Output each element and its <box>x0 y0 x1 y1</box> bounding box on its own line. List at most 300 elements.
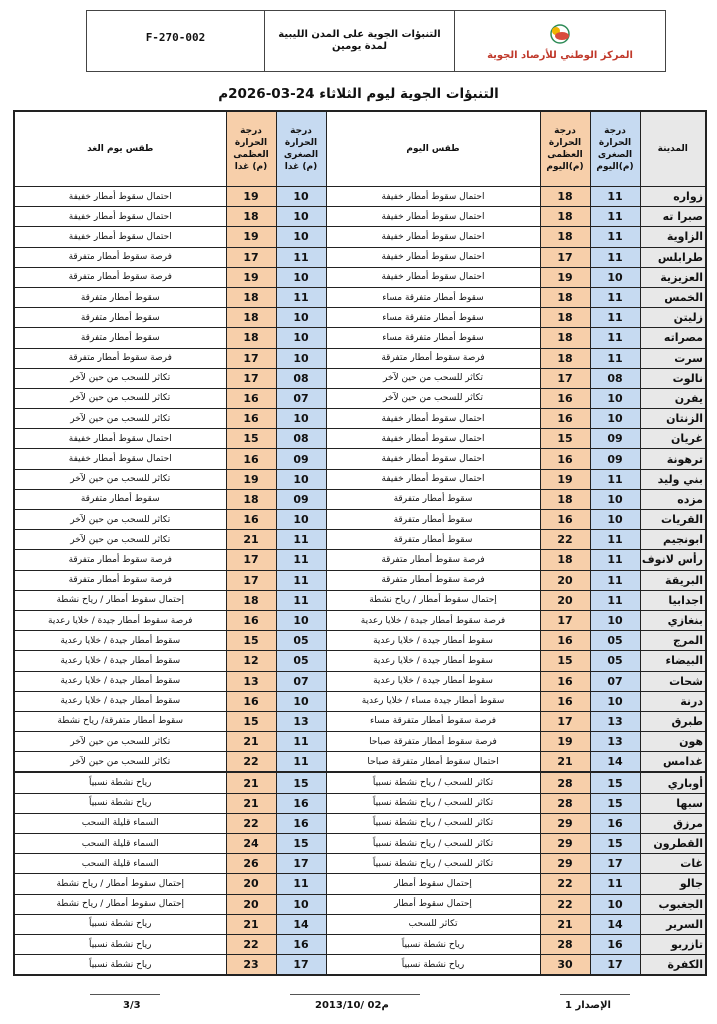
organization-name: المركز الوطني للأرصاد الجوية <box>487 49 633 61</box>
min-tomorrow-cell: 10 <box>276 207 326 227</box>
city-cell: طبرق <box>640 711 706 731</box>
min-tomorrow-cell: 15 <box>276 834 326 854</box>
weather-today-cell: احتمال سقوط أمطار خفيفة <box>326 267 540 287</box>
city-cell: زواره <box>640 187 706 207</box>
max-today-cell: 16 <box>540 691 590 711</box>
col-max-today-header: درجة الحرارة العظمى (م)اليوم <box>540 111 590 187</box>
min-today-cell: 11 <box>590 530 640 550</box>
city-cell: ترهونة <box>640 449 706 469</box>
weather-logo-icon <box>542 22 578 46</box>
min-tomorrow-cell: 09 <box>276 449 326 469</box>
max-tomorrow-cell: 17 <box>226 348 276 368</box>
weather-today-cell: رياح نشطة نسبياً <box>326 934 540 954</box>
city-cell: رأس لانوف <box>640 550 706 570</box>
min-today-cell: 11 <box>590 469 640 489</box>
max-tomorrow-cell: 19 <box>226 267 276 287</box>
city-cell: اجدابيا <box>640 590 706 610</box>
forecast-table <box>13 110 707 976</box>
min-tomorrow-cell: 11 <box>276 530 326 550</box>
col-max-tomorrow-header: درجة الحرارة العظمى (م) غدا <box>226 111 276 187</box>
max-today-cell: 22 <box>540 530 590 550</box>
city-cell: تازربو <box>640 934 706 954</box>
min-today-cell: 15 <box>590 772 640 793</box>
max-tomorrow-cell: 18 <box>226 328 276 348</box>
city-cell: سبها <box>640 793 706 813</box>
city-cell: سرت <box>640 348 706 368</box>
weather-today-cell: تكاثر للسحب من حين لآخر <box>326 368 540 388</box>
city-cell: العزيزية <box>640 267 706 287</box>
min-today-cell: 13 <box>590 711 640 731</box>
table-row <box>14 955 706 976</box>
max-tomorrow-cell: 19 <box>226 227 276 247</box>
table-row <box>14 469 706 489</box>
city-cell: يفرن <box>640 388 706 408</box>
max-today-cell: 28 <box>540 934 590 954</box>
max-today-cell: 19 <box>540 469 590 489</box>
weather-tomorrow-cell: تكاثر للسحب من حين لآخر <box>14 752 226 773</box>
max-tomorrow-cell: 21 <box>226 732 276 752</box>
min-today-cell: 10 <box>590 510 640 530</box>
max-today-cell: 16 <box>540 631 590 651</box>
city-cell: البريقة <box>640 570 706 590</box>
table-row <box>14 793 706 813</box>
min-tomorrow-cell: 10 <box>276 308 326 328</box>
weather-tomorrow-cell: سقوط أمطار متفرقة <box>14 489 226 509</box>
table-row <box>14 267 706 287</box>
table-row <box>14 874 706 894</box>
max-tomorrow-cell: 12 <box>226 651 276 671</box>
min-today-cell: 11 <box>590 227 640 247</box>
max-today-cell: 18 <box>540 287 590 307</box>
max-tomorrow-cell: 15 <box>226 429 276 449</box>
city-cell: بني وليد <box>640 469 706 489</box>
weather-today-cell: سقوط أمطار متفرقة مساء <box>326 328 540 348</box>
table-row <box>14 227 706 247</box>
max-tomorrow-cell: 17 <box>226 570 276 590</box>
table-row <box>14 732 706 752</box>
weather-tomorrow-cell: سقوط أمطار جيدة / خلايا رعدية <box>14 651 226 671</box>
max-today-cell: 17 <box>540 368 590 388</box>
weather-today-cell: سقوط أمطار جيدة / خلايا رعدية <box>326 631 540 651</box>
col-min-today-header: درجة الحرارة الصغرى (م)اليوم <box>590 111 640 187</box>
city-cell: غدامس <box>640 752 706 773</box>
weather-today-cell: احتمال سقوط أمطار خفيفة <box>326 207 540 227</box>
min-today-cell: 16 <box>590 813 640 833</box>
max-tomorrow-cell: 17 <box>226 368 276 388</box>
min-tomorrow-cell: 11 <box>276 590 326 610</box>
table-row <box>14 894 706 914</box>
max-today-cell: 30 <box>540 955 590 976</box>
min-tomorrow-cell: 08 <box>276 368 326 388</box>
weather-tomorrow-cell: تكاثر للسحب من حين لآخر <box>14 409 226 429</box>
city-cell: الخمس <box>640 287 706 307</box>
city-cell: أوباري <box>640 772 706 793</box>
city-cell: القطرون <box>640 834 706 854</box>
weather-tomorrow-cell: سقوط أمطار متفرقة <box>14 308 226 328</box>
max-today-cell: 15 <box>540 429 590 449</box>
min-today-cell: 08 <box>590 368 640 388</box>
header-title-line2: لمدة يومين <box>332 41 387 52</box>
table-row <box>14 510 706 530</box>
weather-tomorrow-cell: تكاثر للسحب من حين لآخر <box>14 368 226 388</box>
min-tomorrow-cell: 10 <box>276 469 326 489</box>
weather-today-cell: فرصة سقوط أمطار متفرقة <box>326 570 540 590</box>
max-today-cell: 18 <box>540 550 590 570</box>
min-today-cell: 09 <box>590 449 640 469</box>
city-cell: غريان <box>640 429 706 449</box>
weather-tomorrow-cell: سقوط أمطار جيدة / خلايا رعدية <box>14 671 226 691</box>
min-tomorrow-cell: 10 <box>276 187 326 207</box>
min-today-cell: 15 <box>590 834 640 854</box>
weather-tomorrow-cell: رياح نشطة نسبياً <box>14 793 226 813</box>
table-row <box>14 348 706 368</box>
weather-today-cell: سقوط أمطار جيدة / خلايا رعدية <box>326 671 540 691</box>
table-row <box>14 287 706 307</box>
max-tomorrow-cell: 21 <box>226 914 276 934</box>
max-tomorrow-cell: 16 <box>226 610 276 630</box>
max-tomorrow-cell: 21 <box>226 530 276 550</box>
table-row <box>14 711 706 731</box>
min-tomorrow-cell: 13 <box>276 711 326 731</box>
min-today-cell: 15 <box>590 793 640 813</box>
max-today-cell: 22 <box>540 894 590 914</box>
header-title-line1: التنبؤات الجوية على المدن الليبية <box>278 29 441 40</box>
max-tomorrow-cell: 24 <box>226 834 276 854</box>
weather-today-cell: تكاثر للسحب من حين لآخر <box>326 388 540 408</box>
max-tomorrow-cell: 17 <box>226 247 276 267</box>
max-tomorrow-cell: 18 <box>226 590 276 610</box>
max-tomorrow-cell: 22 <box>226 934 276 954</box>
max-today-cell: 18 <box>540 489 590 509</box>
max-today-cell: 21 <box>540 752 590 773</box>
max-today-cell: 22 <box>540 874 590 894</box>
weather-tomorrow-cell: سقوط أمطار متفرقة <box>14 328 226 348</box>
header-title <box>265 11 455 71</box>
max-today-cell: 20 <box>540 590 590 610</box>
city-cell: مصراته <box>640 328 706 348</box>
table-row <box>14 834 706 854</box>
city-cell: البيضاء <box>640 651 706 671</box>
city-cell: صبرا ته <box>640 207 706 227</box>
weather-today-cell: سقوط أمطار جيدة مساء / خلايا رعدية <box>326 691 540 711</box>
min-tomorrow-cell: 10 <box>276 894 326 914</box>
col-min-tomorrow-header: درجة الحرارة الصغرى (م) غدا <box>276 111 326 187</box>
max-today-cell: 29 <box>540 854 590 874</box>
min-today-cell: 10 <box>590 388 640 408</box>
min-tomorrow-cell: 16 <box>276 934 326 954</box>
table-row <box>14 631 706 651</box>
weather-tomorrow-cell: رياح نشطة نسبياً <box>14 914 226 934</box>
max-today-cell: 18 <box>540 207 590 227</box>
weather-today-cell: تكاثر للسحب / رياح نشطة نسبياً <box>326 772 540 793</box>
weather-today-cell: احتمال سقوط أمطار خفيفة <box>326 409 540 429</box>
max-tomorrow-cell: 26 <box>226 854 276 874</box>
min-tomorrow-cell: 11 <box>276 874 326 894</box>
min-today-cell: 10 <box>590 691 640 711</box>
weather-tomorrow-cell: فرصة سقوط أمطار متفرقة <box>14 550 226 570</box>
min-tomorrow-cell: 09 <box>276 489 326 509</box>
weather-tomorrow-cell: فرصة سقوط أمطار جيدة / خلايا رعدية <box>14 610 226 630</box>
city-cell: طرابلس <box>640 247 706 267</box>
min-today-cell: 10 <box>590 409 640 429</box>
weather-tomorrow-cell: سقوط أمطار جيدة / خلايا رعدية <box>14 631 226 651</box>
max-today-cell: 17 <box>540 711 590 731</box>
min-tomorrow-cell: 10 <box>276 691 326 711</box>
weather-tomorrow-cell: تكاثر للسحب من حين لآخر <box>14 510 226 530</box>
max-today-cell: 16 <box>540 409 590 429</box>
col-city-header: المدينة <box>640 111 706 187</box>
max-tomorrow-cell: 16 <box>226 409 276 429</box>
table-row <box>14 772 706 793</box>
table-header-row <box>14 111 706 187</box>
min-tomorrow-cell: 11 <box>276 550 326 570</box>
min-today-cell: 17 <box>590 955 640 976</box>
weather-tomorrow-cell: إحتمال سقوط أمطار / رياح نشطة <box>14 874 226 894</box>
max-tomorrow-cell: 22 <box>226 813 276 833</box>
city-cell: الجغبوب <box>640 894 706 914</box>
weather-today-cell: سقوط أمطار متفرقة مساء <box>326 308 540 328</box>
min-tomorrow-cell: 05 <box>276 631 326 651</box>
max-today-cell: 18 <box>540 308 590 328</box>
weather-today-cell: رياح نشطة نسبياً <box>326 955 540 976</box>
max-today-cell: 18 <box>540 328 590 348</box>
weather-tomorrow-cell: إحتمال سقوط أمطار / رياح نشطة <box>14 894 226 914</box>
max-today-cell: 29 <box>540 813 590 833</box>
weather-today-cell: فرصة سقوط أمطار متفرقة <box>326 550 540 570</box>
max-tomorrow-cell: 17 <box>226 550 276 570</box>
city-cell: مرزق <box>640 813 706 833</box>
weather-tomorrow-cell: فرصة سقوط أمطار متفرقة <box>14 267 226 287</box>
max-today-cell: 18 <box>540 187 590 207</box>
max-today-cell: 17 <box>540 610 590 630</box>
weather-today-cell: تكاثر للسحب / رياح نشطة نسبياً <box>326 834 540 854</box>
table-row <box>14 187 706 207</box>
max-today-cell: 16 <box>540 671 590 691</box>
table-row <box>14 247 706 267</box>
max-today-cell: 18 <box>540 348 590 368</box>
weather-today-cell: إحتمال سقوط أمطار / رياح نشطة <box>326 590 540 610</box>
max-today-cell: 17 <box>540 247 590 267</box>
city-cell: زليتن <box>640 308 706 328</box>
document-header <box>86 10 666 72</box>
city-cell: السرير <box>640 914 706 934</box>
weather-tomorrow-cell: فرصة سقوط أمطار متفرقة <box>14 247 226 267</box>
table-row <box>14 752 706 773</box>
table-row <box>14 570 706 590</box>
table-row <box>14 328 706 348</box>
weather-tomorrow-cell: احتمال سقوط أمطار خفيفة <box>14 449 226 469</box>
weather-today-cell: احتمال سقوط أمطار خفيفة <box>326 187 540 207</box>
min-tomorrow-cell: 10 <box>276 409 326 429</box>
table-row <box>14 550 706 570</box>
footer-edition: الإصدار 1 <box>565 1000 611 1011</box>
max-today-cell: 19 <box>540 732 590 752</box>
weather-today-cell: سقوط أمطار متفرقة <box>326 530 540 550</box>
min-tomorrow-cell: 16 <box>276 793 326 813</box>
max-tomorrow-cell: 16 <box>226 388 276 408</box>
weather-tomorrow-cell: احتمال سقوط أمطار خفيفة <box>14 429 226 449</box>
table-row <box>14 429 706 449</box>
min-tomorrow-cell: 11 <box>276 570 326 590</box>
forecast-rows <box>14 187 706 976</box>
min-tomorrow-cell: 10 <box>276 328 326 348</box>
min-today-cell: 16 <box>590 934 640 954</box>
weather-tomorrow-cell: سقوط أمطار متفرقة/ رياح نشطة <box>14 711 226 731</box>
table-row <box>14 934 706 954</box>
col-weather-today-header: طقس اليوم <box>326 111 540 187</box>
max-tomorrow-cell: 22 <box>226 752 276 773</box>
min-today-cell: 11 <box>590 348 640 368</box>
max-today-cell: 19 <box>540 267 590 287</box>
weather-today-cell: إحتمال سقوط أمطار <box>326 874 540 894</box>
min-tomorrow-cell: 08 <box>276 429 326 449</box>
weather-today-cell: تكاثر للسحب <box>326 914 540 934</box>
weather-today-cell: فرصة سقوط أمطار متفرقة <box>326 348 540 368</box>
weather-today-cell: احتمال سقوط أمطار خفيفة <box>326 469 540 489</box>
city-cell: الزاوية <box>640 227 706 247</box>
max-today-cell: 28 <box>540 772 590 793</box>
weather-today-cell: احتمال سقوط أمطار خفيفة <box>326 227 540 247</box>
min-tomorrow-cell: 11 <box>276 732 326 752</box>
city-cell: بنغازي <box>640 610 706 630</box>
min-today-cell: 05 <box>590 631 640 651</box>
weather-today-cell: احتمال سقوط أمطار خفيفة <box>326 247 540 267</box>
min-today-cell: 10 <box>590 894 640 914</box>
weather-today-cell: فرصة سقوط أمطار متفرقة صباحا <box>326 732 540 752</box>
weather-tomorrow-cell: فرصة سقوط أمطار متفرقة <box>14 348 226 368</box>
max-today-cell: 15 <box>540 651 590 671</box>
table-row <box>14 409 706 429</box>
min-today-cell: 11 <box>590 207 640 227</box>
max-tomorrow-cell: 21 <box>226 772 276 793</box>
weather-tomorrow-cell: سقوط أمطار جيدة / خلايا رعدية <box>14 691 226 711</box>
organization-block <box>455 11 665 71</box>
max-tomorrow-cell: 23 <box>226 955 276 976</box>
max-tomorrow-cell: 16 <box>226 510 276 530</box>
weather-tomorrow-cell: احتمال سقوط أمطار خفيفة <box>14 207 226 227</box>
min-today-cell: 11 <box>590 874 640 894</box>
city-cell: غات <box>640 854 706 874</box>
min-tomorrow-cell: 11 <box>276 247 326 267</box>
footer-line <box>560 994 630 995</box>
weather-tomorrow-cell: رياح نشطة نسبياً <box>14 955 226 976</box>
weather-today-cell: احتمال سقوط أمطار خفيفة <box>326 449 540 469</box>
table-row <box>14 651 706 671</box>
weather-today-cell: فرصة سقوط أمطار جيدة / خلايا رعدية <box>326 610 540 630</box>
city-cell: درنة <box>640 691 706 711</box>
max-tomorrow-cell: 15 <box>226 631 276 651</box>
city-cell: نالوت <box>640 368 706 388</box>
min-tomorrow-cell: 05 <box>276 651 326 671</box>
footer-line <box>90 994 160 995</box>
max-tomorrow-cell: 19 <box>226 187 276 207</box>
max-tomorrow-cell: 18 <box>226 489 276 509</box>
min-tomorrow-cell: 10 <box>276 348 326 368</box>
min-today-cell: 13 <box>590 732 640 752</box>
weather-today-cell: إحتمال سقوط أمطار <box>326 894 540 914</box>
min-today-cell: 11 <box>590 570 640 590</box>
min-today-cell: 10 <box>590 267 640 287</box>
min-today-cell: 11 <box>590 308 640 328</box>
weather-tomorrow-cell: تكاثر للسحب من حين لآخر <box>14 530 226 550</box>
max-today-cell: 16 <box>540 449 590 469</box>
weather-tomorrow-cell: السماء قليلة السحب <box>14 854 226 874</box>
table-row <box>14 813 706 833</box>
min-tomorrow-cell: 10 <box>276 610 326 630</box>
min-today-cell: 11 <box>590 328 640 348</box>
table-row <box>14 368 706 388</box>
footer-page-number: 3/3 <box>123 1000 141 1011</box>
max-tomorrow-cell: 18 <box>226 207 276 227</box>
table-row <box>14 610 706 630</box>
min-tomorrow-cell: 14 <box>276 914 326 934</box>
min-tomorrow-cell: 10 <box>276 267 326 287</box>
max-tomorrow-cell: 19 <box>226 469 276 489</box>
form-code: F-270-002 <box>87 11 265 71</box>
weather-tomorrow-cell: تكاثر للسحب من حين لآخر <box>14 388 226 408</box>
min-tomorrow-cell: 16 <box>276 813 326 833</box>
min-today-cell: 11 <box>590 287 640 307</box>
max-today-cell: 18 <box>540 227 590 247</box>
weather-tomorrow-cell: السماء قليلة السحب <box>14 834 226 854</box>
table-row <box>14 388 706 408</box>
weather-tomorrow-cell: احتمال سقوط أمطار خفيفة <box>14 227 226 247</box>
city-cell: ابونجيم <box>640 530 706 550</box>
min-tomorrow-cell: 11 <box>276 752 326 773</box>
city-cell: مزده <box>640 489 706 509</box>
max-tomorrow-cell: 15 <box>226 711 276 731</box>
table-row <box>14 207 706 227</box>
max-today-cell: 16 <box>540 388 590 408</box>
weather-today-cell: سقوط أمطار جيدة / خلايا رعدية <box>326 651 540 671</box>
table-row <box>14 691 706 711</box>
max-today-cell: 20 <box>540 570 590 590</box>
min-today-cell: 14 <box>590 914 640 934</box>
min-today-cell: 10 <box>590 489 640 509</box>
col-weather-tomorrow-header: طقس يوم الغد <box>14 111 226 187</box>
weather-tomorrow-cell: السماء قليلة السحب <box>14 813 226 833</box>
table-row <box>14 489 706 509</box>
city-cell: القريات <box>640 510 706 530</box>
max-tomorrow-cell: 16 <box>226 691 276 711</box>
footer-line <box>290 994 420 995</box>
weather-today-cell: تكاثر للسحب / رياح نشطة نسبياً <box>326 793 540 813</box>
min-today-cell: 10 <box>590 610 640 630</box>
weather-today-cell: احتمال سقوط أمطار متفرقة صباحا <box>326 752 540 773</box>
max-today-cell: 21 <box>540 914 590 934</box>
weather-tomorrow-cell: سقوط أمطار متفرقة <box>14 287 226 307</box>
min-tomorrow-cell: 15 <box>276 772 326 793</box>
max-tomorrow-cell: 13 <box>226 671 276 691</box>
weather-tomorrow-cell: رياح نشطة نسبياً <box>14 772 226 793</box>
max-today-cell: 29 <box>540 834 590 854</box>
table-row <box>14 671 706 691</box>
city-cell: شحات <box>640 671 706 691</box>
max-tomorrow-cell: 20 <box>226 894 276 914</box>
min-today-cell: 05 <box>590 651 640 671</box>
weather-today-cell: سقوط أمطار متفرقة <box>326 489 540 509</box>
weather-tomorrow-cell: فرصة سقوط أمطار متفرقة <box>14 570 226 590</box>
table-row <box>14 530 706 550</box>
min-tomorrow-cell: 17 <box>276 955 326 976</box>
table-row <box>14 854 706 874</box>
weather-today-cell: تكاثر للسحب / رياح نشطة نسبياً <box>326 854 540 874</box>
min-tomorrow-cell: 07 <box>276 388 326 408</box>
weather-tomorrow-cell: تكاثر للسحب من حين لآخر <box>14 732 226 752</box>
weather-tomorrow-cell: رياح نشطة نسبياً <box>14 934 226 954</box>
weather-today-cell: فرصة سقوط أمطار متفرقة مساء <box>326 711 540 731</box>
footer-date: 2013/10/ 02م <box>315 1000 389 1011</box>
